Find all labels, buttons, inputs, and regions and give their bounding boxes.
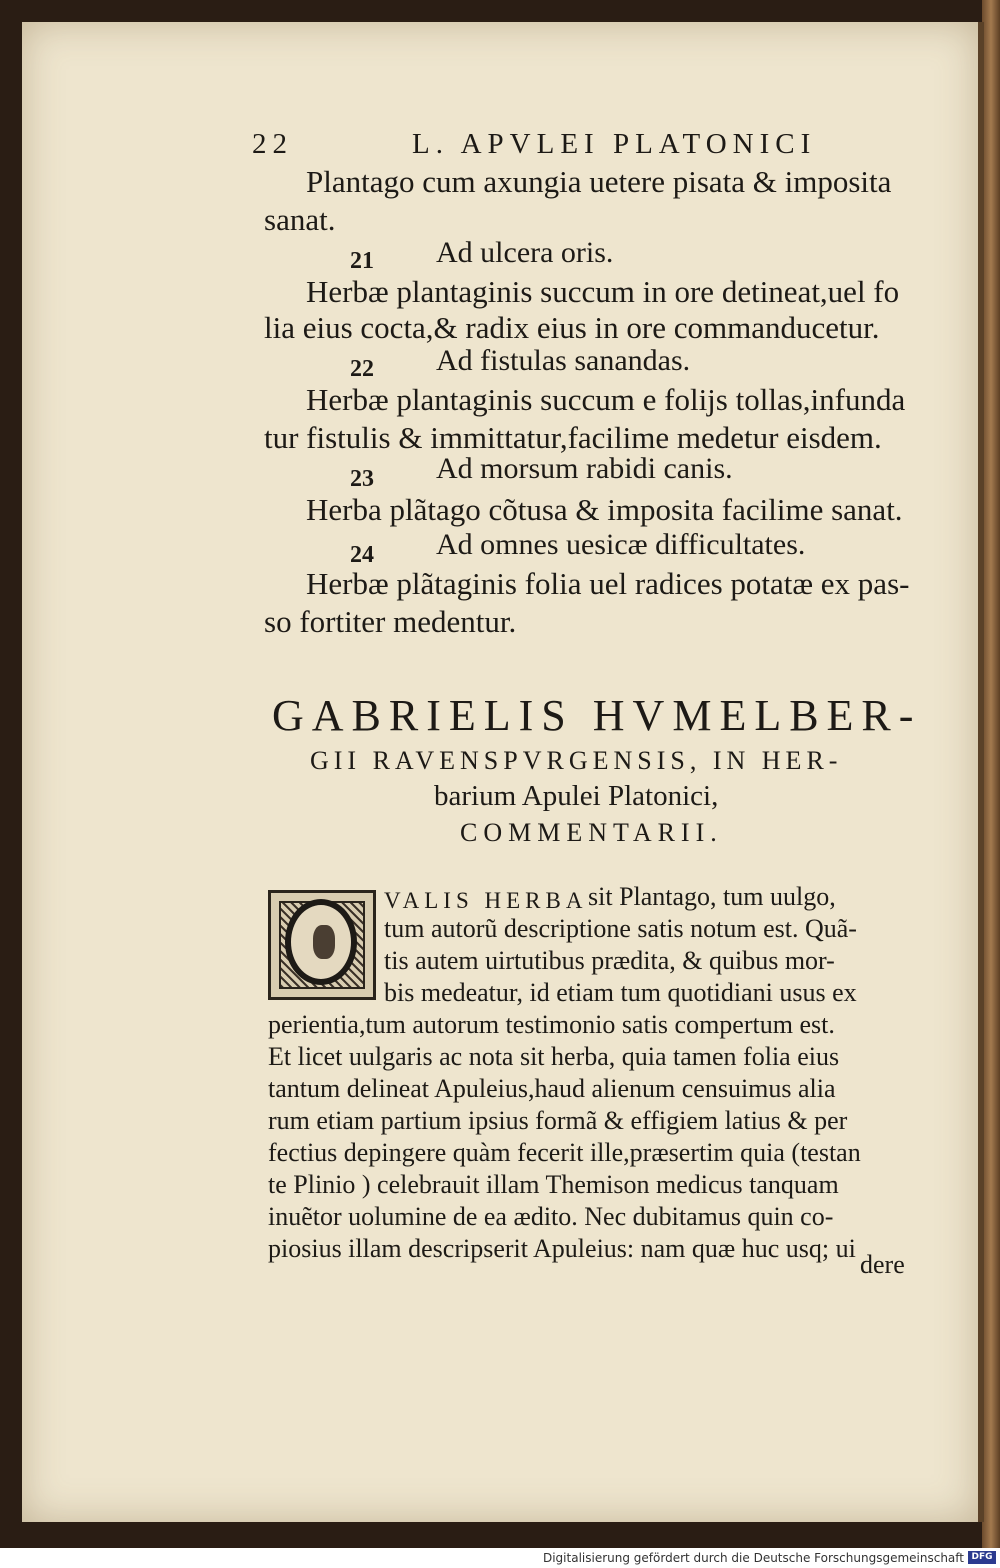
text-line: inuẽtor uolumine de ea ædito. Nec dubitamus quin co- bbox=[268, 1202, 834, 1231]
text-line: perientia,tum autorum testimonio satis compertum est. bbox=[268, 1010, 835, 1039]
section-heading: Ad omnes uesicæ difficultates. bbox=[436, 528, 806, 561]
running-title: L. APVLEI PLATONICI bbox=[412, 128, 817, 160]
text-line: tur fistulis & immittatur,facilime medetur eisdem. bbox=[264, 420, 882, 455]
digitization-footer bbox=[0, 1548, 1000, 1568]
commentary-title-line4: COMMENTARII. bbox=[460, 818, 723, 847]
text-line: Plantago cum axungia uetere pisata & imposita bbox=[306, 164, 892, 199]
commentary-title-line3: barium Apulei Platonici, bbox=[434, 780, 719, 812]
text-line: so fortiter medentur. bbox=[264, 604, 517, 639]
text-line: sit Plantago, tum uulgo, bbox=[588, 882, 836, 911]
commentary-title-line2: GII RAVENSPVRGENSIS, IN HER- bbox=[310, 746, 843, 775]
dfg-logo: DFG bbox=[968, 1551, 996, 1564]
book-edge bbox=[982, 0, 1000, 1548]
text-line: Herbæ plãtaginis folia uel radices potatæ ex pas- bbox=[306, 566, 910, 601]
commentary-title: GABRIELIS HVMELBER- bbox=[272, 691, 922, 740]
section-number: 23 bbox=[350, 466, 374, 492]
text-line: tum autorũ descriptione satis notum est. Quã- bbox=[384, 914, 857, 943]
text-line: Herbæ plantaginis succum in ore detineat,uel fo bbox=[306, 274, 900, 309]
section-number: 22 bbox=[350, 356, 374, 382]
text-line: tantum delineat Apuleius,haud alienum censuimus alia bbox=[268, 1074, 836, 1103]
section-heading: Ad morsum rabidi canis. bbox=[436, 452, 733, 485]
page-number: 22 bbox=[252, 128, 293, 160]
text-line: Et licet uulgaris ac nota sit herba, quia tamen folia eius bbox=[268, 1042, 840, 1071]
initial-face-ornament bbox=[313, 925, 335, 959]
text-line: lia eius cocta,& radix eius in ore commanducetur. bbox=[264, 310, 880, 345]
text-line: piosius illam descripserit Apuleius: nam quæ huc usq; ui bbox=[268, 1234, 856, 1263]
catchword: dere bbox=[860, 1250, 905, 1279]
text-line: rum etiam partium ipsius formã & effigiem latius & per bbox=[268, 1106, 848, 1135]
initial-letter-q bbox=[285, 899, 357, 985]
text-line: Herbæ plantaginis succum e folijs tollas,infunda bbox=[306, 382, 906, 417]
section-number: 24 bbox=[350, 542, 374, 568]
text-line: fectius depingere quàm fecerit ille,præsertim quia (testan bbox=[268, 1138, 861, 1167]
section-heading: Ad ulcera oris. bbox=[436, 236, 614, 269]
footer-credit: Digitalisierung gefördert durch die Deutsche Forschungsgemeinschaft bbox=[542, 1551, 964, 1565]
text-line: sanat. bbox=[264, 202, 336, 237]
small-caps-opening: VALIS HERBA bbox=[384, 888, 588, 913]
text-line: bis medeatur, id etiam tum quotidiani usus ex bbox=[384, 978, 857, 1007]
text-line: tis autem uirtutibus prædita, & quibus mor- bbox=[384, 946, 835, 975]
section-heading: Ad fistulas sanandas. bbox=[436, 344, 691, 377]
text-line: te Plinio ) celebrauit illam Themison medicus tanquam bbox=[268, 1170, 839, 1199]
text-line: Herba plãtago cõtusa & imposita facilime sanat. bbox=[306, 492, 903, 527]
decorated-initial-q bbox=[268, 890, 376, 1000]
section-number: 21 bbox=[350, 248, 374, 274]
